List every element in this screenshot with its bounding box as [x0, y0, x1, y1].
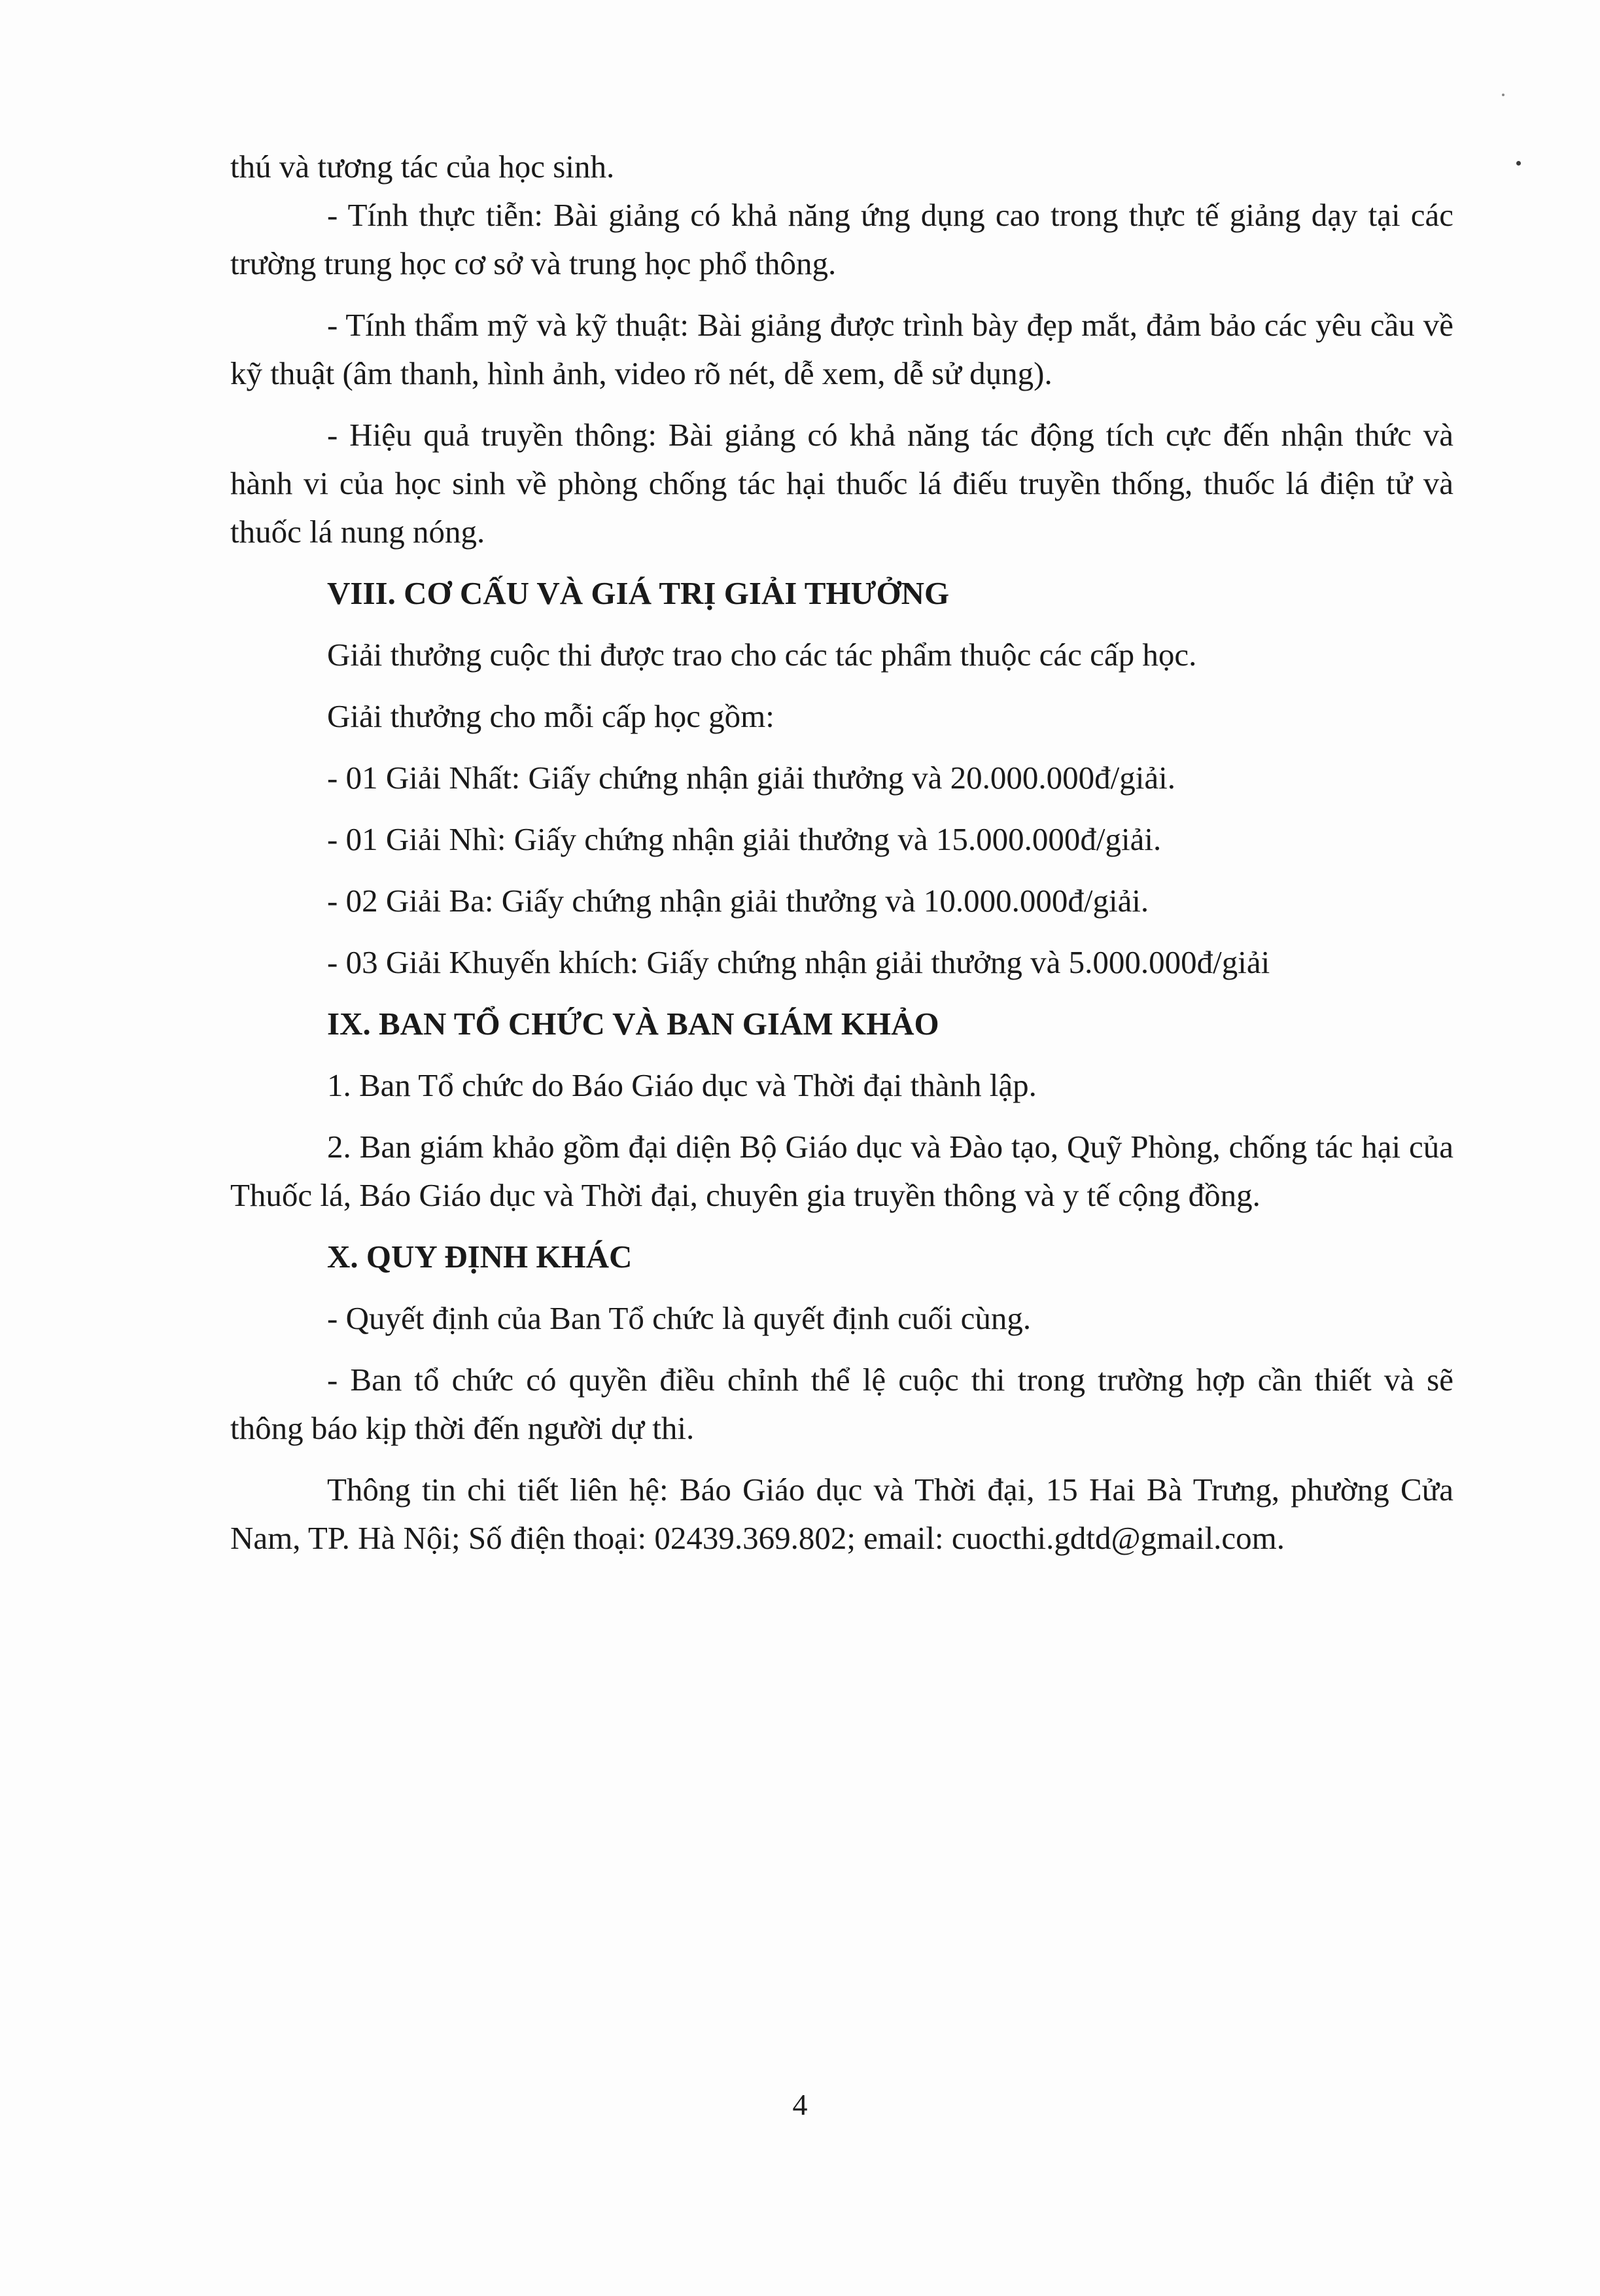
criterion-communication: - Hiệu quả truyền thông: Bài giảng có khả năng tác động tích cực đến nhận thức và hành vi của học sinh về phòng chống tác hại thuốc lá điếu truyền thống, thuốc lá điện tử và thuốc lá nung nóng.: [230, 417, 1453, 550]
section-viii-subintro: Giải thưởng cho mỗi cấp học gồm:: [327, 698, 774, 734]
prize-first: - 01 Giải Nhất: Giấy chứng nhận giải thưởng và 20.000.000đ/giải.: [327, 760, 1175, 796]
contact-info: Thông tin chi tiết liên hệ: Báo Giáo dục và Thời đại, 15 Hai Bà Trưng, phường Cửa Nam, TP. Hà Nội; Số điện thoại: 02439.369.802; email: cuocthi.gdtd@gmail.com.: [230, 1472, 1453, 1556]
section-ix-item-2: 2. Ban giám khảo gồm đại diện Bộ Giáo dục và Đào tạo, Quỹ Phòng, chống tác hại của Thuốc lá, Báo Giáo dục và Thời đại, chuyên gia truyền thông và y tế cộng đồng.: [230, 1129, 1453, 1213]
document-body: [230, 143, 1453, 1563]
prize-encouragement: - 03 Giải Khuyến khích: Giấy chứng nhận giải thưởng và 5.000.000đ/giải: [327, 944, 1270, 980]
scan-speck: [1516, 161, 1521, 166]
page-number: 4: [792, 2088, 808, 2121]
section-ix-heading: IX. BAN TỔ CHỨC VÀ BAN GIÁM KHẢO: [327, 1006, 939, 1042]
section-viii-intro: Giải thưởng cuộc thi được trao cho các tác phẩm thuộc các cấp học.: [327, 637, 1197, 673]
section-viii-heading: VIII. CƠ CẤU VÀ GIÁ TRỊ GIẢI THƯỞNG: [327, 575, 950, 611]
prize-second: - 01 Giải Nhì: Giấy chứng nhận giải thưởng và 15.000.000đ/giải.: [327, 821, 1162, 857]
scan-speck: [1502, 94, 1504, 96]
section-x-heading: X. QUY ĐỊNH KHÁC: [327, 1239, 633, 1275]
prize-third: - 02 Giải Ba: Giấy chứng nhận giải thưởng và 10.000.000đ/giải.: [327, 883, 1149, 919]
criterion-practicality: - Tính thực tiễn: Bài giảng có khả năng ứng dụng cao trong thực tế giảng dạy tại các trường trung học cơ sở và trung học phổ thông.: [230, 197, 1453, 281]
criterion-aesthetics: - Tính thẩm mỹ và kỹ thuật: Bài giảng được trình bày đẹp mắt, đảm bảo các yêu cầu về kỹ thuật (âm thanh, hình ảnh, video rõ nét, dễ xem, dễ sử dụng).: [230, 307, 1453, 391]
intro-fragment: thú và tương tác của học sinh.: [230, 149, 615, 185]
section-x-item-2: - Ban tổ chức có quyền điều chỉnh thể lệ cuộc thi trong trường hợp cần thiết và sẽ thông báo kịp thời đến người dự thi.: [230, 1362, 1453, 1446]
section-x-item-1: - Quyết định của Ban Tổ chức là quyết định cuối cùng.: [327, 1300, 1032, 1336]
section-ix-item-1: 1. Ban Tổ chức do Báo Giáo dục và Thời đại thành lập.: [327, 1067, 1037, 1103]
